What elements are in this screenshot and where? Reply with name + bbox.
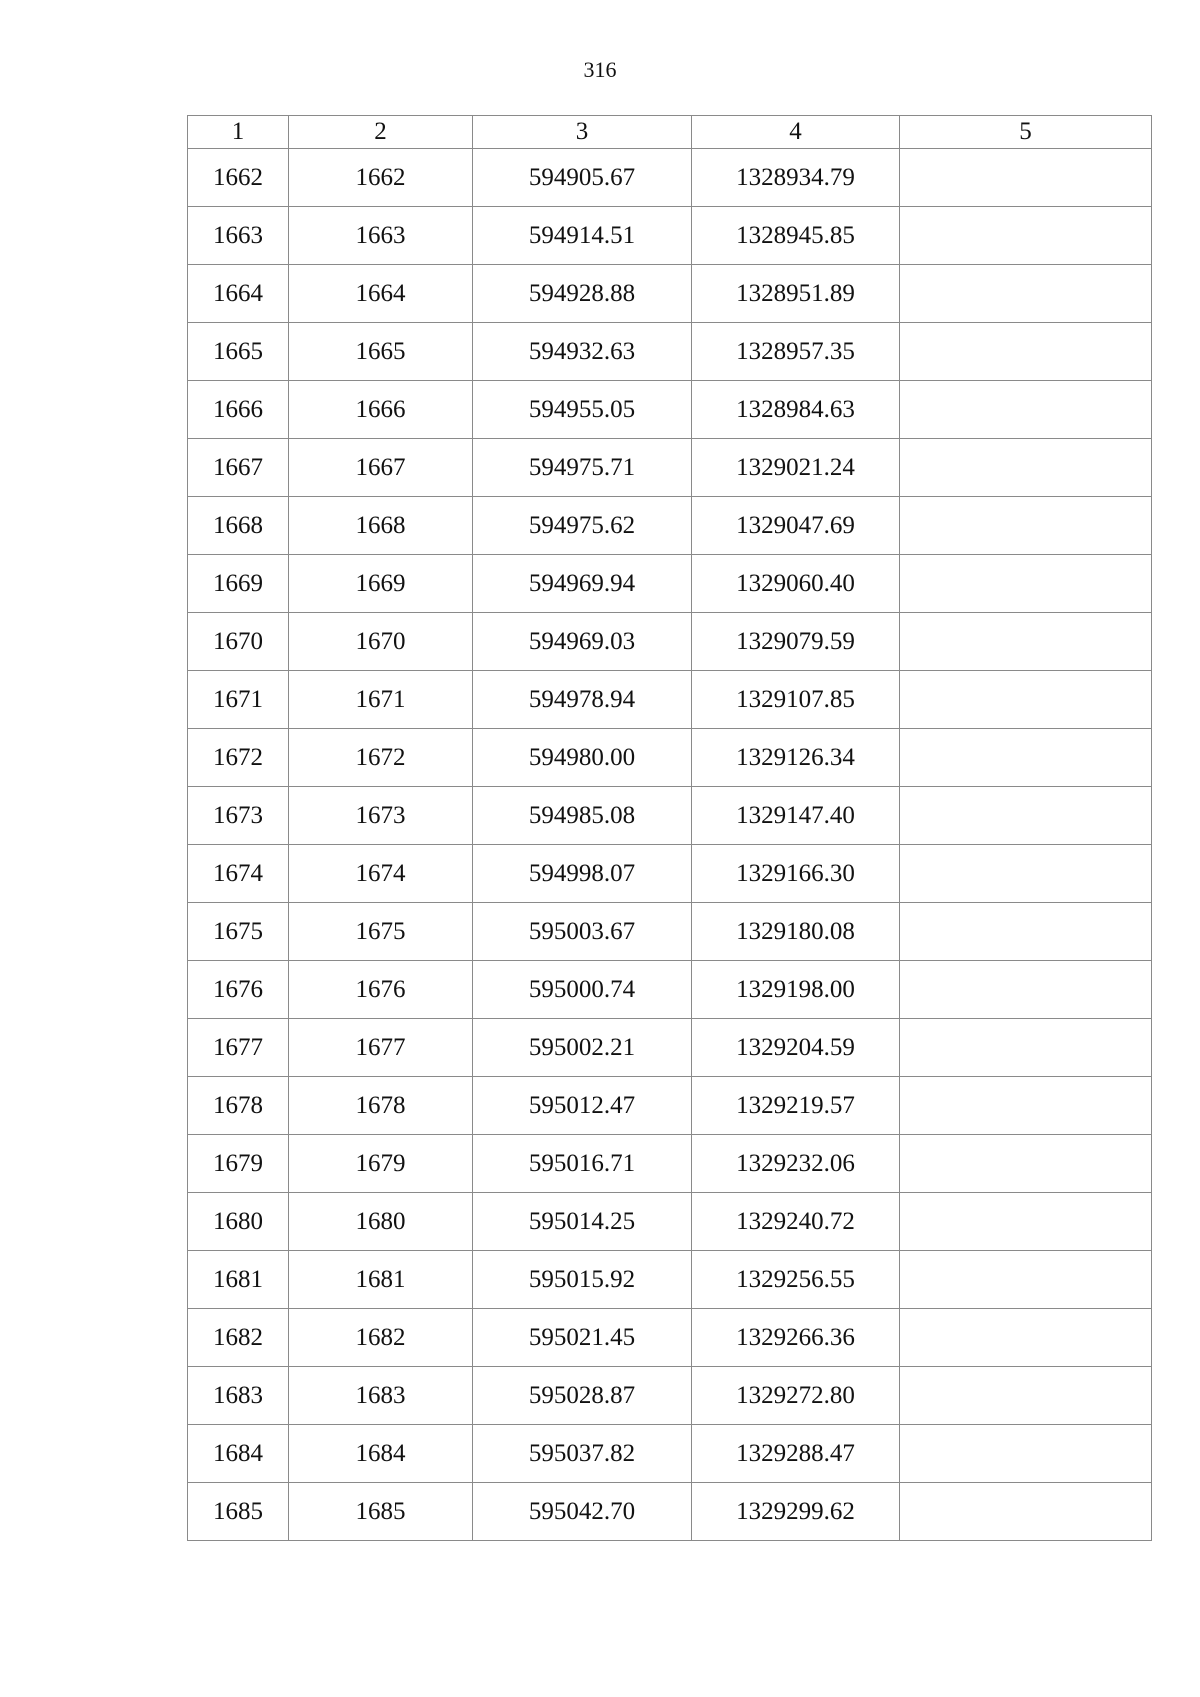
notes-cell (900, 961, 1152, 1019)
y-coordinate-cell: 1329299.62 (692, 1483, 900, 1541)
point-id-cell: 1675 (289, 903, 473, 961)
column-header-1: 1 (188, 116, 289, 149)
table-row (188, 961, 1152, 1019)
x-coordinate-cell: 595042.70 (473, 1483, 692, 1541)
y-coordinate-cell: 1329180.08 (692, 903, 900, 961)
table-row (188, 1135, 1152, 1193)
point-id-cell: 1674 (289, 845, 473, 903)
notes-cell (900, 381, 1152, 439)
table-row (188, 323, 1152, 381)
column-header-5: 5 (900, 116, 1152, 149)
point-id-cell: 1678 (289, 1077, 473, 1135)
x-coordinate-cell: 595037.82 (473, 1425, 692, 1483)
x-coordinate-cell: 594975.71 (473, 439, 692, 497)
notes-cell (900, 613, 1152, 671)
x-coordinate-cell: 594980.00 (473, 729, 692, 787)
notes-cell (900, 1251, 1152, 1309)
x-coordinate-cell: 594975.62 (473, 497, 692, 555)
coordinates-table (187, 115, 1152, 1541)
table-row (188, 613, 1152, 671)
x-coordinate-cell: 594932.63 (473, 323, 692, 381)
point-number-cell: 1667 (188, 439, 289, 497)
table-row (188, 207, 1152, 265)
x-coordinate-cell: 595028.87 (473, 1367, 692, 1425)
table-row (188, 381, 1152, 439)
point-id-cell: 1680 (289, 1193, 473, 1251)
point-id-cell: 1683 (289, 1367, 473, 1425)
y-coordinate-cell: 1329166.30 (692, 845, 900, 903)
x-coordinate-cell: 594969.03 (473, 613, 692, 671)
notes-cell (900, 497, 1152, 555)
x-coordinate-cell: 595002.21 (473, 1019, 692, 1077)
x-coordinate-cell: 594928.88 (473, 265, 692, 323)
point-number-cell: 1679 (188, 1135, 289, 1193)
point-number-cell: 1683 (188, 1367, 289, 1425)
x-coordinate-cell: 594985.08 (473, 787, 692, 845)
table-row (188, 1193, 1152, 1251)
x-coordinate-cell: 594914.51 (473, 207, 692, 265)
y-coordinate-cell: 1329126.34 (692, 729, 900, 787)
point-id-cell: 1673 (289, 787, 473, 845)
point-number-cell: 1670 (188, 613, 289, 671)
y-coordinate-cell: 1329147.40 (692, 787, 900, 845)
point-number-cell: 1669 (188, 555, 289, 613)
notes-cell (900, 555, 1152, 613)
table-header (188, 116, 1152, 149)
y-coordinate-cell: 1329060.40 (692, 555, 900, 613)
y-coordinate-cell: 1328984.63 (692, 381, 900, 439)
y-coordinate-cell: 1329272.80 (692, 1367, 900, 1425)
notes-cell (900, 323, 1152, 381)
point-id-cell: 1666 (289, 381, 473, 439)
header-row (188, 116, 1152, 149)
y-coordinate-cell: 1329198.00 (692, 961, 900, 1019)
y-coordinate-cell: 1329288.47 (692, 1425, 900, 1483)
table-row (188, 787, 1152, 845)
point-id-cell: 1665 (289, 323, 473, 381)
table-row (188, 1309, 1152, 1367)
table-row (188, 439, 1152, 497)
y-coordinate-cell: 1328951.89 (692, 265, 900, 323)
x-coordinate-cell: 595015.92 (473, 1251, 692, 1309)
y-coordinate-cell: 1329266.36 (692, 1309, 900, 1367)
point-id-cell: 1685 (289, 1483, 473, 1541)
column-header-2: 2 (289, 116, 473, 149)
notes-cell (900, 1019, 1152, 1077)
point-number-cell: 1664 (188, 265, 289, 323)
table-row (188, 671, 1152, 729)
y-coordinate-cell: 1328934.79 (692, 149, 900, 207)
point-id-cell: 1668 (289, 497, 473, 555)
table-row (188, 555, 1152, 613)
x-coordinate-cell: 594905.67 (473, 149, 692, 207)
point-number-cell: 1665 (188, 323, 289, 381)
point-id-cell: 1684 (289, 1425, 473, 1483)
x-coordinate-cell: 595016.71 (473, 1135, 692, 1193)
y-coordinate-cell: 1329107.85 (692, 671, 900, 729)
table-body (188, 149, 1152, 1541)
point-number-cell: 1682 (188, 1309, 289, 1367)
point-number-cell: 1671 (188, 671, 289, 729)
point-id-cell: 1672 (289, 729, 473, 787)
notes-cell (900, 265, 1152, 323)
point-id-cell: 1681 (289, 1251, 473, 1309)
point-number-cell: 1666 (188, 381, 289, 439)
point-id-cell: 1682 (289, 1309, 473, 1367)
notes-cell (900, 207, 1152, 265)
notes-cell (900, 1193, 1152, 1251)
table-row (188, 1019, 1152, 1077)
y-coordinate-cell: 1328945.85 (692, 207, 900, 265)
point-id-cell: 1677 (289, 1019, 473, 1077)
point-id-cell: 1671 (289, 671, 473, 729)
table-row (188, 729, 1152, 787)
notes-cell (900, 1077, 1152, 1135)
point-number-cell: 1675 (188, 903, 289, 961)
notes-cell (900, 787, 1152, 845)
table-row (188, 1483, 1152, 1541)
y-coordinate-cell: 1329204.59 (692, 1019, 900, 1077)
x-coordinate-cell: 595014.25 (473, 1193, 692, 1251)
y-coordinate-cell: 1329232.06 (692, 1135, 900, 1193)
point-id-cell: 1676 (289, 961, 473, 1019)
column-header-3: 3 (473, 116, 692, 149)
notes-cell (900, 671, 1152, 729)
point-number-cell: 1663 (188, 207, 289, 265)
point-id-cell: 1667 (289, 439, 473, 497)
notes-cell (900, 439, 1152, 497)
y-coordinate-cell: 1329256.55 (692, 1251, 900, 1309)
notes-cell (900, 1367, 1152, 1425)
point-number-cell: 1680 (188, 1193, 289, 1251)
table-row (188, 1425, 1152, 1483)
point-number-cell: 1684 (188, 1425, 289, 1483)
point-number-cell: 1677 (188, 1019, 289, 1077)
y-coordinate-cell: 1329079.59 (692, 613, 900, 671)
point-id-cell: 1670 (289, 613, 473, 671)
notes-cell (900, 1483, 1152, 1541)
point-id-cell: 1663 (289, 207, 473, 265)
table-row (188, 1251, 1152, 1309)
table-row (188, 845, 1152, 903)
y-coordinate-cell: 1329021.24 (692, 439, 900, 497)
x-coordinate-cell: 594955.05 (473, 381, 692, 439)
notes-cell (900, 149, 1152, 207)
x-coordinate-cell: 594998.07 (473, 845, 692, 903)
column-header-4: 4 (692, 116, 900, 149)
x-coordinate-cell: 594969.94 (473, 555, 692, 613)
table-row (188, 903, 1152, 961)
point-id-cell: 1664 (289, 265, 473, 323)
table-row (188, 1077, 1152, 1135)
table-row (188, 1367, 1152, 1425)
point-number-cell: 1673 (188, 787, 289, 845)
y-coordinate-cell: 1329047.69 (692, 497, 900, 555)
notes-cell (900, 1425, 1152, 1483)
point-number-cell: 1678 (188, 1077, 289, 1135)
point-id-cell: 1662 (289, 149, 473, 207)
point-id-cell: 1679 (289, 1135, 473, 1193)
notes-cell (900, 1135, 1152, 1193)
notes-cell (900, 729, 1152, 787)
point-id-cell: 1669 (289, 555, 473, 613)
x-coordinate-cell: 595003.67 (473, 903, 692, 961)
page-number: 316 (583, 57, 617, 82)
point-number-cell: 1672 (188, 729, 289, 787)
point-number-cell: 1685 (188, 1483, 289, 1541)
point-number-cell: 1668 (188, 497, 289, 555)
x-coordinate-cell: 595012.47 (473, 1077, 692, 1135)
point-number-cell: 1662 (188, 149, 289, 207)
notes-cell (900, 845, 1152, 903)
x-coordinate-cell: 595000.74 (473, 961, 692, 1019)
notes-cell (900, 1309, 1152, 1367)
table-row (188, 497, 1152, 555)
y-coordinate-cell: 1328957.35 (692, 323, 900, 381)
point-number-cell: 1674 (188, 845, 289, 903)
notes-cell (900, 903, 1152, 961)
point-number-cell: 1681 (188, 1251, 289, 1309)
y-coordinate-cell: 1329219.57 (692, 1077, 900, 1135)
point-number-cell: 1676 (188, 961, 289, 1019)
x-coordinate-cell: 594978.94 (473, 671, 692, 729)
table-row (188, 265, 1152, 323)
x-coordinate-cell: 595021.45 (473, 1309, 692, 1367)
y-coordinate-cell: 1329240.72 (692, 1193, 900, 1251)
table-row (188, 149, 1152, 207)
